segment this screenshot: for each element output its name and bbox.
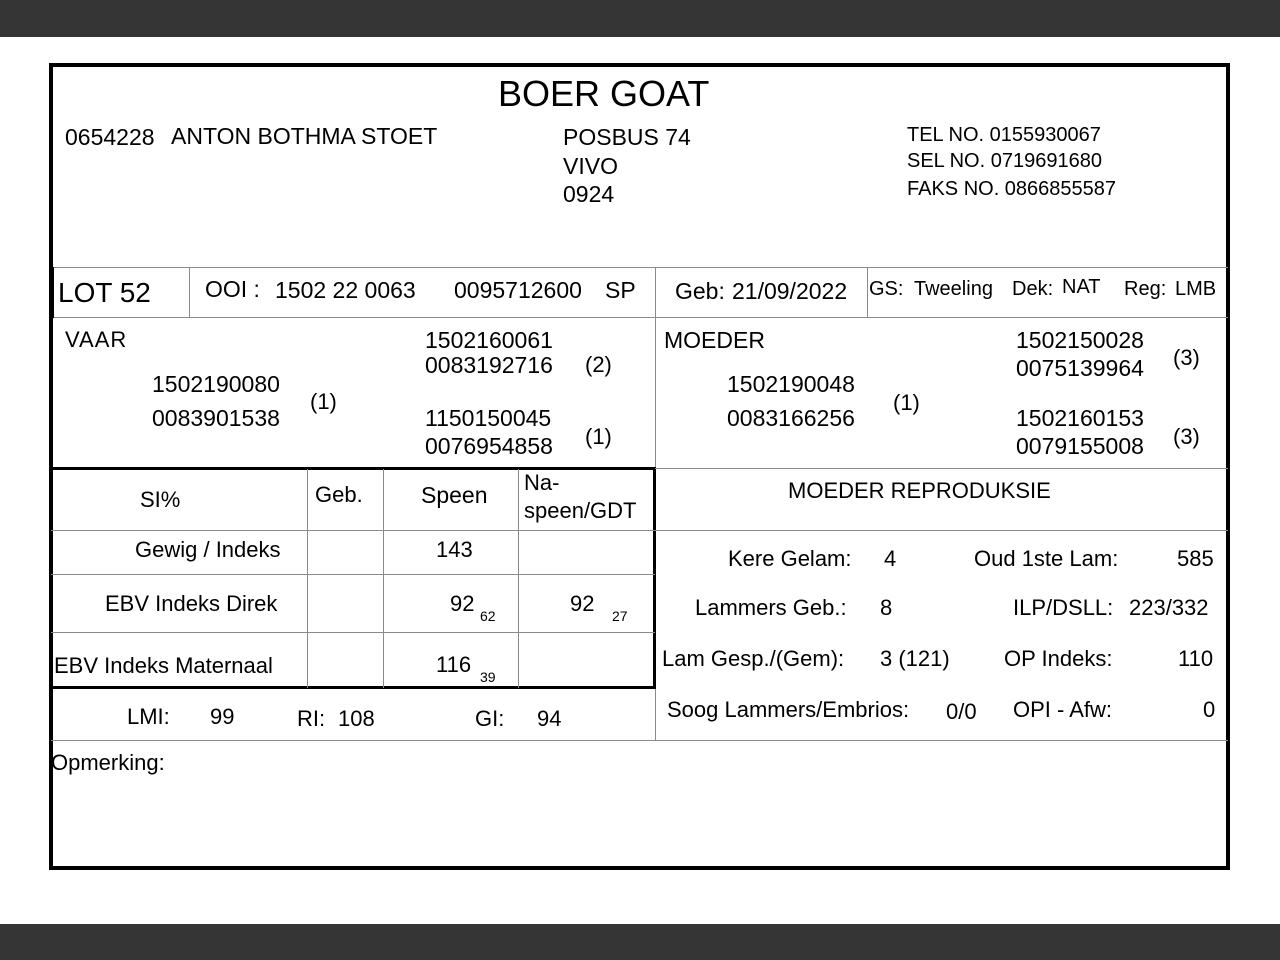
ooi-id: 1502 22 0063	[275, 277, 416, 303]
opi-label: OPI - Afw:	[1013, 697, 1113, 722]
vaar-label: VAAR	[65, 327, 128, 352]
repro-title: MOEDER REPRODUKSIE	[788, 478, 1051, 503]
vaar-dam-reg: 0076954858	[425, 433, 553, 459]
faks-number: FAKS NO. 0866855587	[907, 178, 1117, 200]
card-title: BOER GOAT	[498, 73, 710, 114]
opi-value: 0	[1203, 697, 1216, 722]
moeder-grade: (1)	[893, 390, 920, 415]
vaar-dam-id: 1150150045	[425, 405, 552, 431]
ilp-label: ILP/DSLL:	[1013, 595, 1114, 620]
si-table-top	[51, 467, 656, 470]
gi-label: GI:	[475, 706, 505, 731]
si-header-na-2: speen/GDT	[524, 498, 637, 523]
moeder-dam-grade: (3)	[1173, 424, 1200, 449]
moeder-reg: 0083166256	[727, 405, 855, 431]
address-line-1: POSBUS 74	[563, 124, 691, 150]
si-col-1	[307, 469, 308, 688]
vaar-grade: (1)	[310, 389, 337, 414]
ilp-value: 223/332	[1129, 595, 1209, 620]
ri-label: RI:	[297, 706, 326, 731]
si-header-speen: Speen	[421, 482, 488, 508]
sel-number: SEL NO. 0719691680	[907, 150, 1102, 172]
si-row-2-speen: 92	[450, 591, 475, 616]
vaar-id: 1502190080	[152, 371, 280, 397]
card-border-right	[1226, 63, 1230, 870]
si-row-2-label: EBV Indeks Direk	[105, 591, 278, 616]
dek-value: NAT	[1062, 276, 1101, 298]
moeder-sire-grade: (3)	[1173, 345, 1200, 370]
kere-label: Kere Gelam:	[728, 546, 852, 571]
oud-value: 585	[1177, 546, 1214, 571]
moeder-id: 1502190048	[727, 371, 855, 397]
geb-date: 21/09/2022	[732, 278, 848, 304]
ooi-reg: 0095712600	[454, 277, 582, 303]
moeder-sire-id: 1502150028	[1016, 327, 1144, 353]
oud-label: Oud 1ste Lam:	[974, 546, 1119, 571]
si-header-label: SI%	[140, 487, 181, 512]
si-col-2	[383, 469, 384, 688]
tel-number: TEL NO. 0155930067	[907, 124, 1101, 146]
repro-top-divider	[655, 468, 1228, 469]
breeder-name: ANTON BOTHMA STOET	[171, 123, 438, 149]
geb-label: Geb:	[675, 278, 725, 304]
reg-value: LMB	[1175, 278, 1217, 300]
bottom-bar	[0, 924, 1280, 960]
kere-value: 4	[884, 546, 897, 571]
vaar-sire-grade: (2)	[585, 352, 612, 377]
si-row-2-na-sub: 27	[612, 608, 628, 624]
soog-value: 0/0	[946, 699, 977, 724]
breeder-number: 0654228	[65, 124, 155, 150]
si-row-1-label: Gewig / Indeks	[135, 537, 281, 562]
lot-divider-1	[189, 267, 190, 318]
si-row-3-speen: 116	[436, 652, 472, 677]
si-row-2-speen-sub: 62	[480, 608, 496, 624]
si-header-na-1: Na-	[524, 470, 560, 495]
op-label: OP Indeks:	[1004, 646, 1113, 671]
vaar-dam-grade: (1)	[585, 424, 612, 449]
si-row-divider-3	[51, 632, 655, 633]
gesp-value: 3 (121)	[880, 646, 950, 671]
lammers-value: 8	[880, 595, 893, 620]
header-divider	[51, 267, 1228, 268]
gesp-label: Lam Gesp./(Gem):	[662, 646, 845, 671]
top-bar	[0, 0, 1280, 37]
lot-divider-3	[867, 267, 868, 318]
si-row-2-na: 92	[570, 591, 595, 616]
vaar-sire-reg: 0083192716	[425, 352, 553, 378]
lot-row-divider	[51, 317, 1228, 318]
dek-label: Dek:	[1012, 278, 1054, 300]
gs-value: Tweeling	[914, 278, 993, 300]
moeder-label: MOEDER	[664, 327, 765, 353]
ooi-class: SP	[605, 277, 636, 303]
opmerking-label: Opmerking:	[51, 750, 165, 775]
reg-label: Reg:	[1124, 278, 1167, 300]
ri-value: 108	[338, 706, 375, 731]
gi-value: 94	[537, 706, 562, 731]
lmi-value: 99	[210, 704, 235, 729]
soog-label: Soog Lammers/Embrios:	[667, 697, 910, 722]
address-line-2: VIVO	[563, 153, 618, 179]
si-row-divider-1	[51, 530, 1228, 531]
card-border-bottom	[49, 866, 1230, 870]
moeder-dam-id: 1502160153	[1016, 405, 1144, 431]
lammers-label: Lammers Geb.:	[695, 595, 847, 620]
si-col-3	[518, 469, 519, 688]
si-header-geb: Geb.	[315, 482, 363, 507]
si-row-3-label: EBV Indeks Maternaal	[54, 653, 273, 678]
moeder-sire-reg: 0075139964	[1016, 355, 1144, 381]
si-table-right	[653, 467, 656, 689]
vaar-sire-id: 1502160061	[425, 327, 553, 353]
card-border-top	[49, 63, 1230, 67]
lot-divider-2	[655, 267, 656, 318]
gs-label: GS:	[869, 278, 904, 300]
si-row-1-speen: 143	[436, 537, 473, 562]
moeder-dam-reg: 0079155008	[1016, 433, 1144, 459]
si-row-divider-2	[51, 574, 655, 575]
lot-number: LOT 52	[58, 277, 151, 308]
address-line-3: 0924	[563, 181, 615, 207]
op-value: 110	[1178, 646, 1214, 671]
ooi-label: OOI :	[205, 276, 260, 302]
opmerking-divider	[51, 740, 1228, 741]
lmi-label: LMI:	[127, 704, 170, 729]
vaar-reg: 0083901538	[152, 405, 280, 431]
lot-left-edge	[51, 267, 54, 318]
si-table-bottom	[51, 686, 656, 689]
si-row-3-speen-sub: 39	[480, 669, 496, 685]
